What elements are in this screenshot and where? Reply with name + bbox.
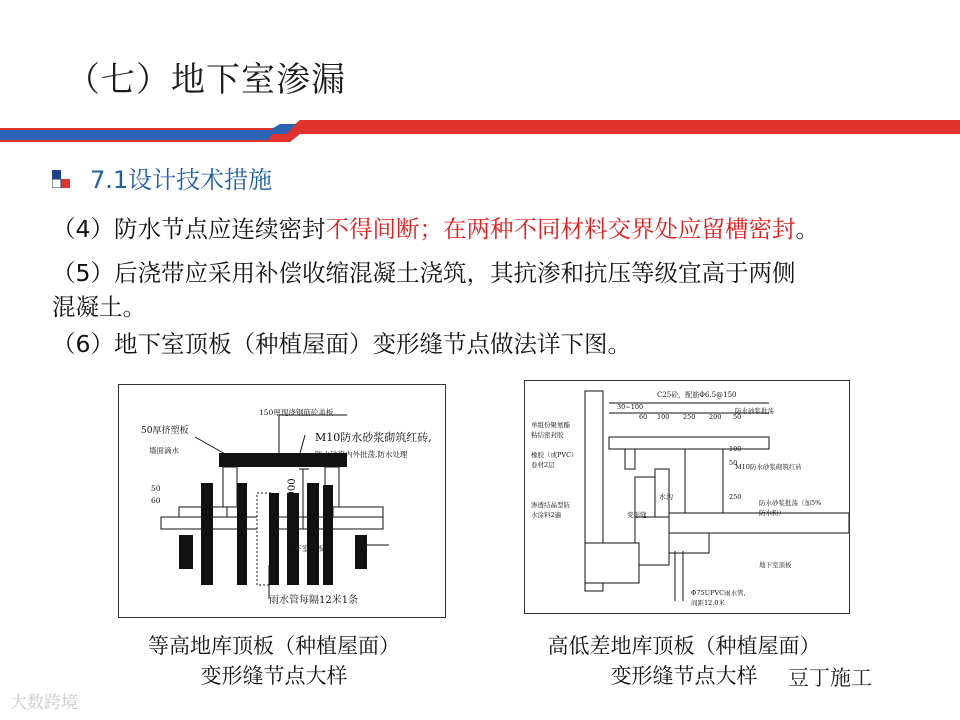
figure-height-difference-joint: [524, 380, 850, 614]
label-rain-pipe: 雨水管每隔12米1条: [269, 595, 359, 606]
right-caption-line1: 高低差地库顶板（种植屋面）: [547, 634, 821, 658]
left-caption-line2: 变形缝节点大样: [200, 664, 348, 688]
right-caption-line2: 变形缝节点大样: [610, 664, 758, 688]
label-crystal-1: 渗透结晶型防: [531, 501, 570, 509]
label-dim-60: 60: [639, 413, 648, 421]
item-4-text: （4）防水节点应连续密封: [52, 215, 326, 243]
label-floor-slab: 地下室顶板: [287, 544, 325, 553]
label-floor-slab: 地下室顶板: [759, 561, 792, 569]
label-dim-50: 50: [151, 484, 161, 493]
label-dim-100: 100: [657, 413, 670, 421]
label-drip: 墙面滴水: [149, 446, 179, 455]
watermark-right: 豆丁施工: [788, 666, 872, 690]
label-mortar-top: 防水砂浆批荡: [735, 407, 774, 415]
label-pvc-2: 间距12.0米: [691, 599, 725, 607]
item-5-line2: 混凝土。: [52, 293, 146, 321]
label-crystal-2: 水涂料2遍: [531, 511, 562, 519]
label-c25: C25砼，配筋Φ6.5@150: [657, 391, 737, 399]
label-mortar-2: 防水砂浆批荡（加5%: [759, 499, 822, 507]
label-pvc-1: Φ75UPVC雨水管,: [691, 589, 746, 597]
label-dim-200: 200: [709, 413, 722, 421]
figure-equal-height-joint: [118, 384, 446, 618]
item-4-highlight: 不得间断；在两种不同材料交界处应留槽密封: [325, 215, 796, 243]
label-sealant-2: 粘结密封胶: [531, 431, 564, 439]
page-title: （七）地下室渗漏: [66, 60, 346, 100]
item-4-tail: 。: [795, 215, 819, 243]
bullet-icon: [52, 170, 70, 188]
label-m10b: 防水砂浆内外批荡,防水处理: [315, 450, 408, 459]
label-dim-50: 50: [733, 413, 742, 421]
left-caption-line1: 等高地库顶板（种植屋面）: [148, 634, 400, 658]
label-rubber-1: 橡胶（或PVC）: [531, 451, 578, 459]
label-xps: 50厚挤塑板: [141, 426, 189, 436]
label-trench: 水沟: [659, 493, 673, 501]
label-m10: M10防水砂浆砌筑红砖,: [315, 431, 432, 444]
watermark-left: 大数跨境: [10, 693, 78, 713]
label-dim-250: 250: [683, 413, 696, 421]
label-v250: 250: [729, 493, 742, 501]
label-brick: M10防水砂浆砌筑红砖: [735, 463, 802, 471]
label-dim-60: 60: [151, 496, 161, 505]
label-v100: 100: [729, 445, 742, 453]
label-joint: 变形缝: [627, 511, 647, 519]
item-5-line1: （5）后浇带应采用补偿收缩混凝土浇筑，其抗渗和抗压等级宜高于两侧: [52, 259, 796, 287]
label-dim-30-100: 30~100: [617, 403, 644, 411]
item-4: [52, 210, 819, 244]
label-mortar-3: 防水粉）: [759, 509, 785, 517]
item-6: （6）地下室顶板（种植屋面）变形缝节点做法详下图。: [52, 330, 631, 358]
section-heading: 7.1设计技术措施: [90, 166, 273, 194]
label-v50: 50: [729, 459, 738, 467]
label-dim-300-900: 300~900: [287, 478, 298, 525]
header-divider-band: [0, 120, 960, 142]
label-sealant-1: 单组份聚氨酯: [531, 421, 570, 429]
label-top-slab: 150厚现浇钢筋砼盖板: [259, 408, 334, 417]
label-rubber-2: 卷材2层: [531, 461, 555, 469]
